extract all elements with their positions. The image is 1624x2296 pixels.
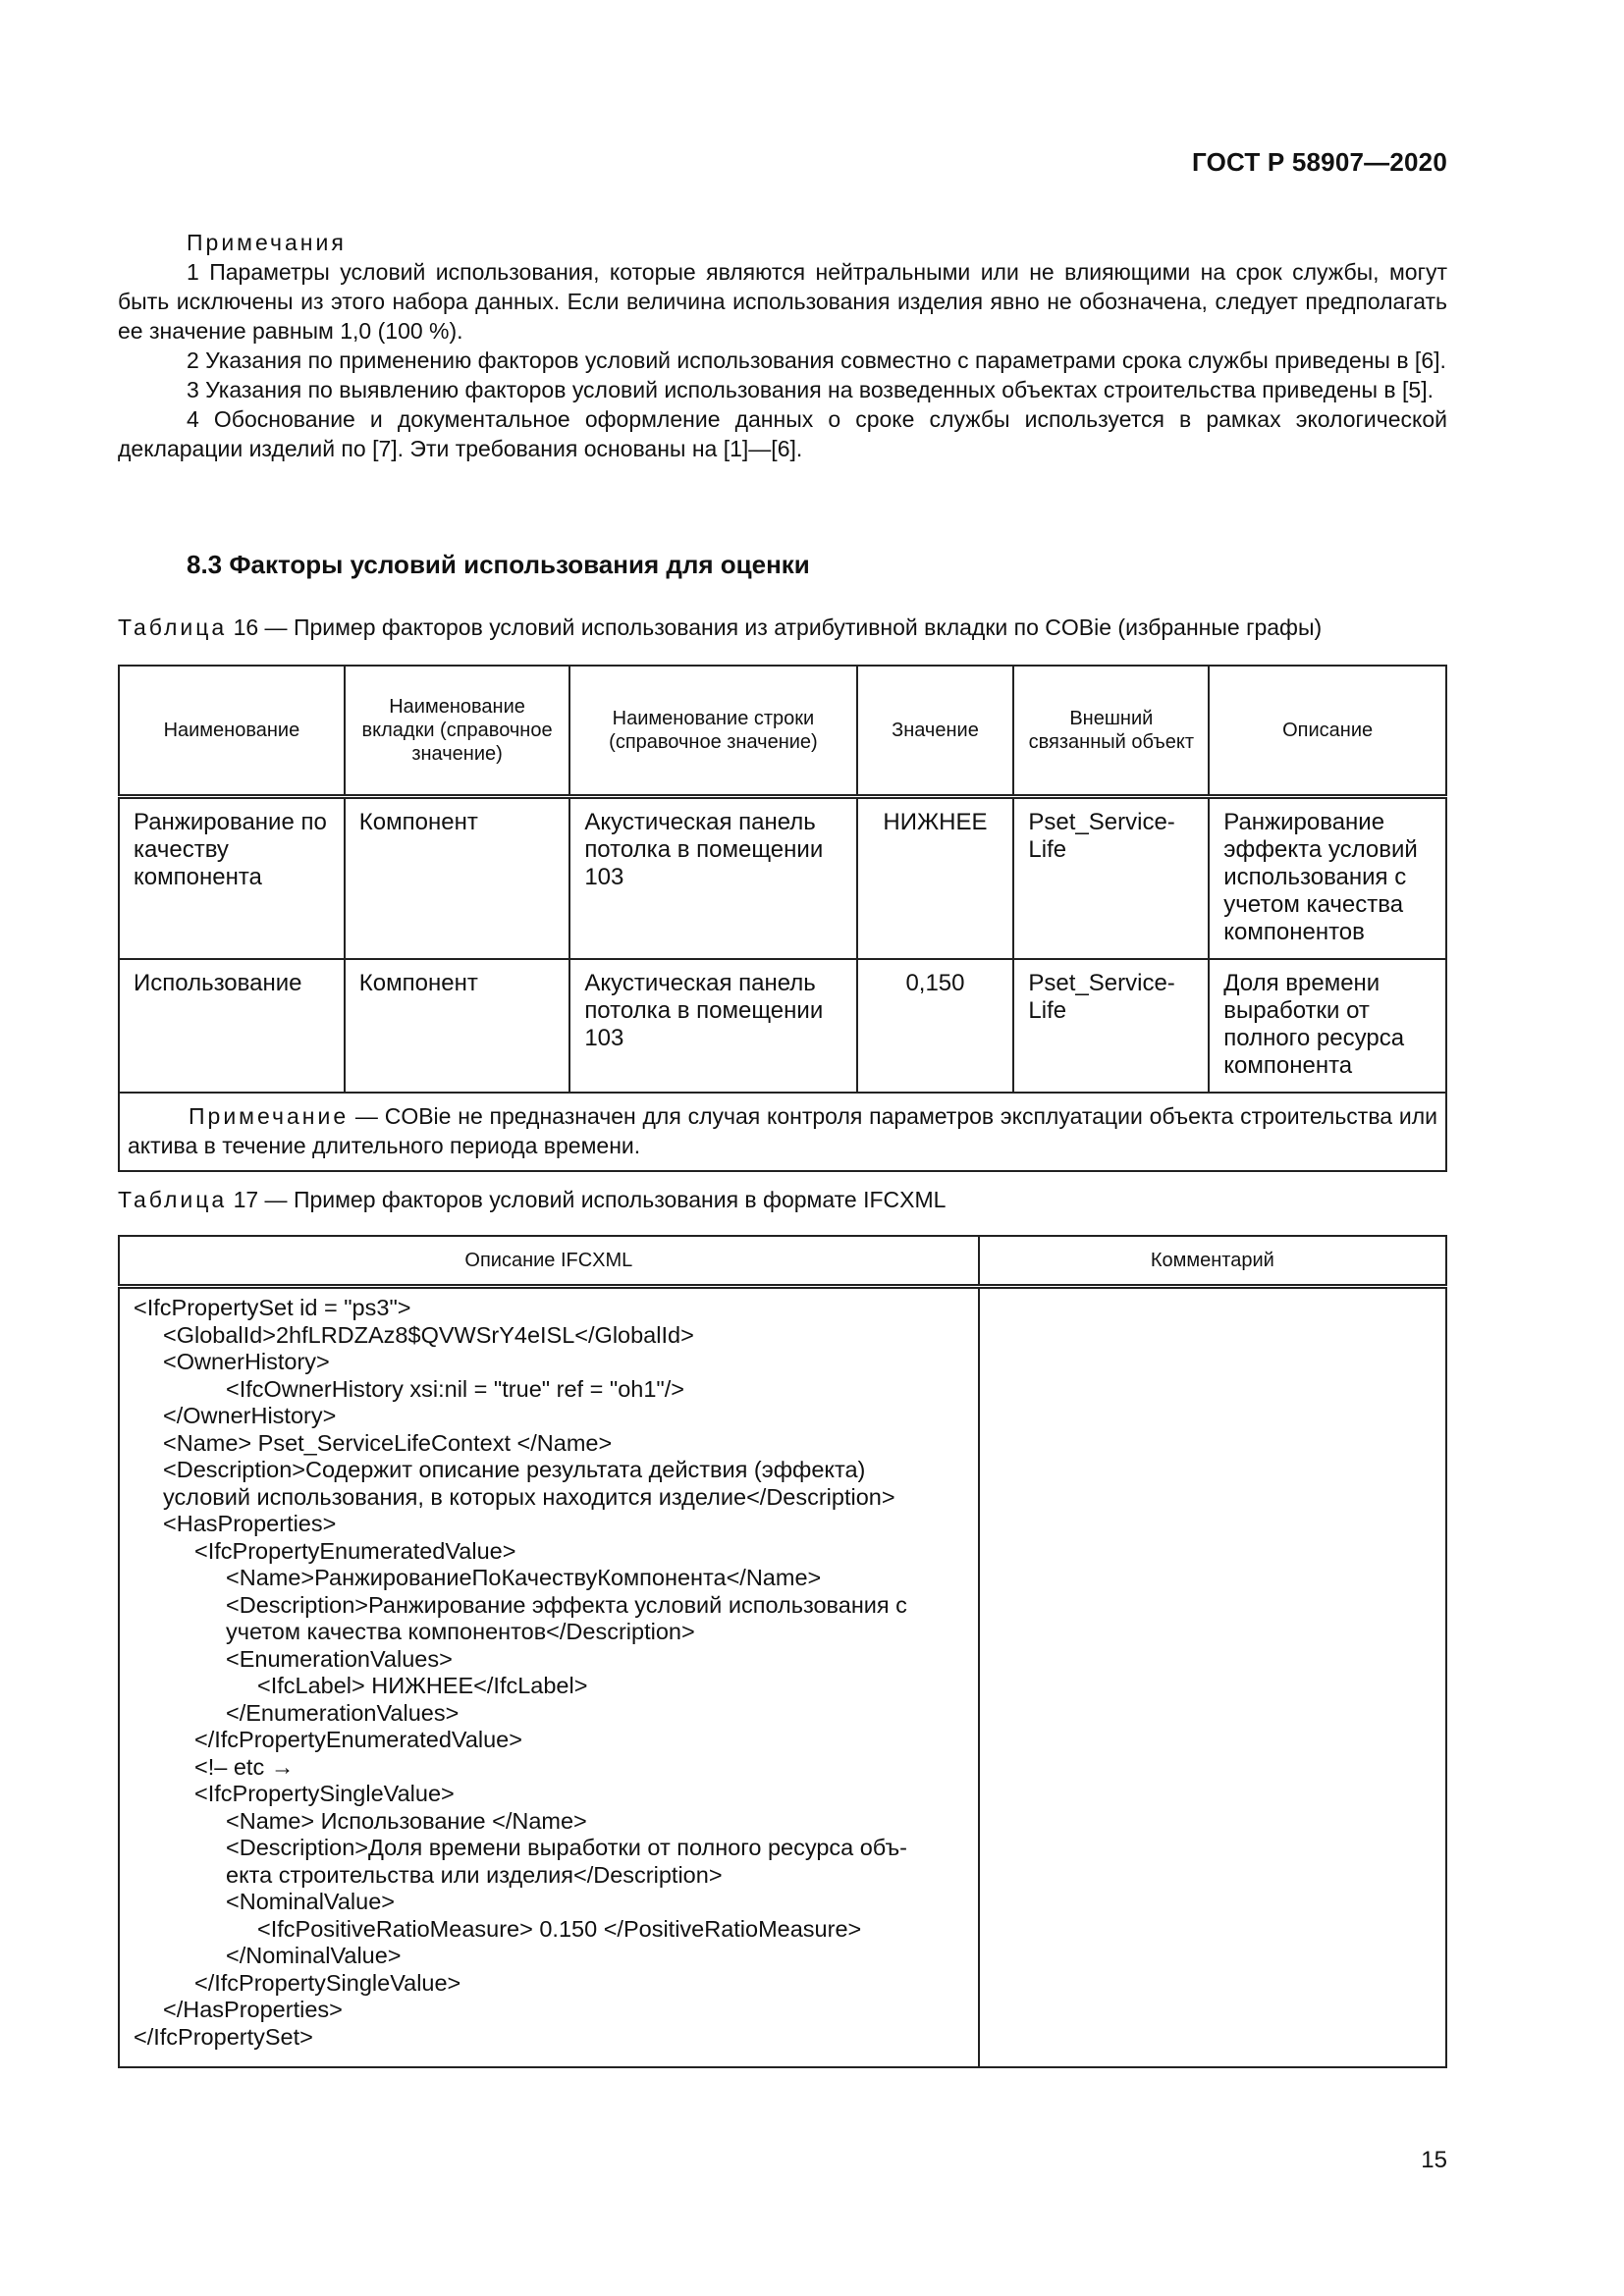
table16-note [119,1093,1446,1171]
table16-caption-text: 16 — Пример факторов условий использования из атрибутивной вкладки по COBie (избранные графы) [233,614,1323,640]
table16-header-name: Наименование [119,666,345,797]
code-line: <Name> Pset_ServiceLifeContext </Name> [163,1429,613,1456]
table-cell: Доля времени выработки от полного ресурса компонента [1209,959,1446,1093]
table-cell: Акустическая панель потолка в помещении 103 [569,797,856,960]
table-cell: 0,150 [857,959,1014,1093]
code-line: </IfcPropertyEnumeratedValue> [194,1727,522,1752]
table-cell: Использование [119,959,345,1093]
table-cell: Ранжирование по качеству компонента [119,797,345,960]
table17-caption-text: 17 — Пример факторов условий использования в формате IFCXML [233,1187,947,1212]
note-item-1: 1 Параметры условий использования, которые являются нейтральными или не влияющими на срок службы, могут быть исключены из этого набора данных. Если величина использования изделия явно не обозначена, следует предполагать ее значение равным 1,0 (100 %). [118,259,1447,344]
code-line: <Description>Ранжирование эффекта условий использования с [226,1591,907,1618]
table-row [119,1287,1446,2067]
code-line: </IfcPropertySet> [134,2023,313,2050]
table-17 [118,1235,1447,2068]
code-line: </NominalValue> [226,1943,402,1968]
table-cell: Pset_Service-Life [1013,797,1209,960]
note-item-4: 4 Обоснование и документальное оформление данных о сроке службы используется в рамках экологической декларации изделий по [7]. Эти требования основаны на [1]—[6]. [118,406,1447,461]
table16-header-external: Внешний связанный объект [1013,666,1209,797]
page-number: 15 [1421,2147,1447,2173]
table-cell: Акустическая панель потолка в помещении 103 [569,959,856,1093]
code-line: <IfcPositiveRatioMeasure> 0.150 </PositiveRatioMeasure> [257,1915,862,1942]
table17-header-row [119,1236,1446,1287]
code-line: <HasProperties> [163,1511,337,1536]
code-line: <OwnerHistory> [163,1349,330,1374]
table16-note-text: — COBie не предназначен для случая контроля параметров эксплуатации объекта строительства или актива в течение длительного периода времени. [128,1103,1437,1158]
standard-code: ГОСТ Р 58907—2020 [1192,147,1447,177]
code-line: </IfcPropertySingleValue> [194,1969,461,1996]
note-item-3: 3 Указания по выявлению факторов условий использования на возведенных объектах строительства приведены в [5]. [187,377,1434,402]
table16-header-row [119,666,1446,797]
table16-header-value: Значение [857,666,1014,797]
table-row [119,959,1446,1093]
code-line: </EnumerationValues> [226,1699,460,1726]
code-line: <IfcPropertySet id = "ps3"> [134,1295,411,1320]
code-line: <NominalValue> [226,1889,396,1914]
table16-header-row-name: Наименование строки (справочное значение) [569,666,856,797]
table-cell: Ранжирование эффекта условий использования с учетом качества компонентов [1209,797,1446,960]
ifcxml-code-cell [119,1287,979,2067]
comment-cell [979,1287,1446,2067]
code-line: учетом качества компонентов</Description> [226,1619,695,1644]
code-line: <IfcOwnerHistory xsi:nil = "true" ref = "oh1"/> [226,1375,684,1402]
table-cell: Pset_Service-Life [1013,959,1209,1093]
code-line: <IfcLabel> НИЖНЕЕ</IfcLabel> [257,1673,588,1698]
code-line: </HasProperties> [163,1997,343,2022]
code-line: <Description>Доля времени выработки от полного ресурса объ- [226,1835,907,1860]
code-line: <!– etc → [194,1753,295,1780]
table16-caption [118,613,1322,642]
table16-header-tab: Наименование вкладки (справочное значение) [345,666,570,797]
table17-caption [118,1185,946,1214]
note-item-2: 2 Указания по применению факторов условий использования совместно с параметрами срока службы приведены в [6]. [187,347,1446,373]
table17-caption-label: Таблица [118,1187,228,1212]
table-cell: Компонент [345,959,570,1093]
table-cell: Компонент [345,797,570,960]
code-line: <Name> Использование </Name> [226,1807,587,1834]
table17-header-ifcxml: Описание IFCXML [119,1236,979,1287]
code-line: <IfcPropertyEnumeratedValue> [194,1537,516,1564]
code-line: <Name>РанжированиеПоКачествуКомпонента</Name> [226,1565,822,1590]
table-16 [118,665,1447,1172]
notes-title: Примечания [187,230,347,255]
code-line: условий использования, в которых находится изделие</Description> [163,1483,895,1510]
code-line: <EnumerationValues> [226,1645,453,1672]
code-line: екта строительства или изделия</Description> [226,1861,723,1888]
section-heading: 8.3 Факторы условий использования для оценки [187,550,810,579]
code-line: <Description>Содержит описание результата действия (эффекта) [163,1457,866,1482]
table17-header-comment: Комментарий [979,1236,1446,1287]
table16-note-label: Примечание [189,1103,350,1129]
table16-caption-label: Таблица [118,614,228,640]
table-row [119,797,1446,960]
code-line: </OwnerHistory> [163,1403,337,1428]
table16-note-row [119,1093,1446,1171]
table16-header-description: Описание [1209,666,1446,797]
code-line: <IfcPropertySingleValue> [194,1781,455,1806]
table-cell: НИЖНЕЕ [857,797,1014,960]
notes-block [118,228,1447,463]
code-line: <GlobalId>2hfLRDZAz8$QVWSrY4eISL</GlobalId> [163,1321,694,1348]
